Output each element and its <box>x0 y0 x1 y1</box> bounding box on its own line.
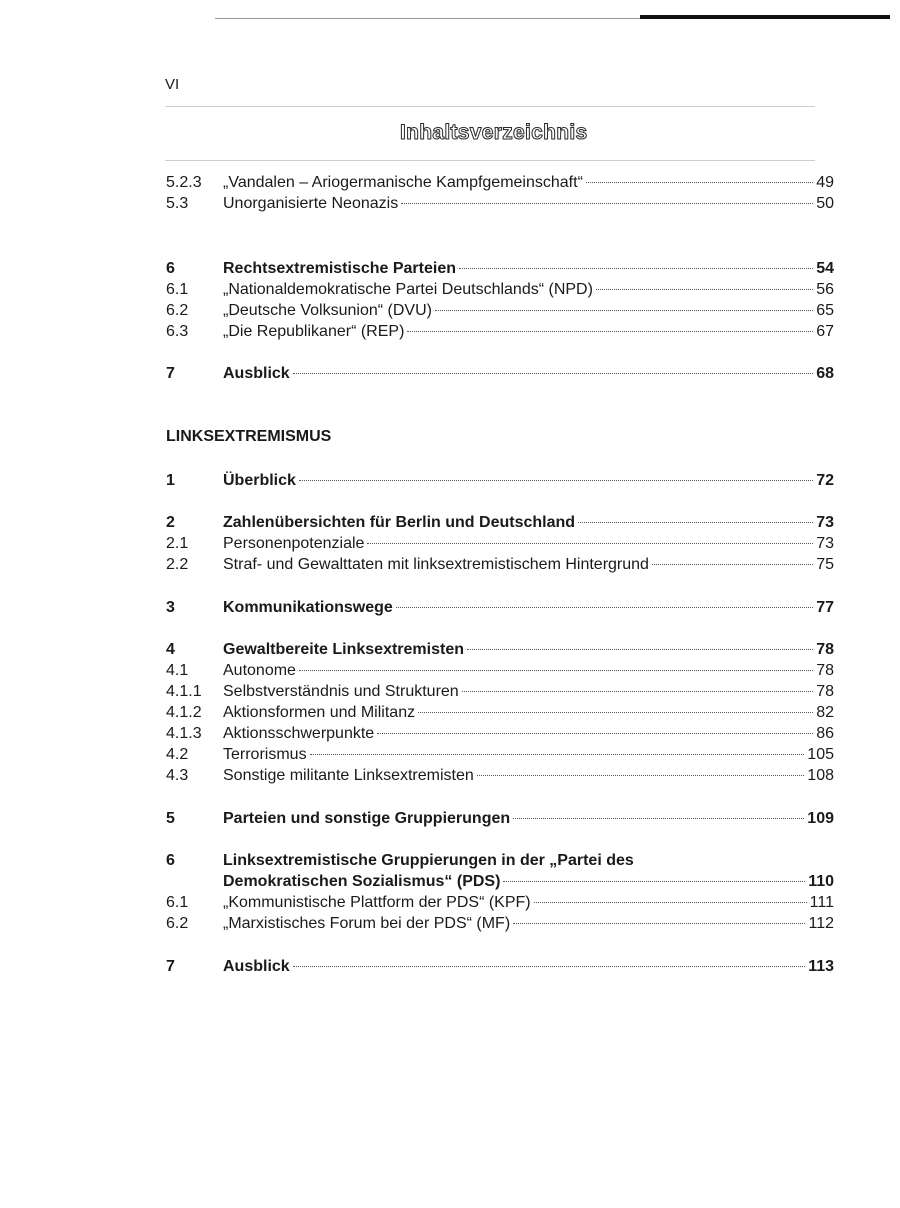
toc-page: 73 <box>816 535 834 552</box>
toc-number: 4 <box>166 641 175 658</box>
toc-text: Parteien und sonstige Gruppierungen <box>223 810 511 827</box>
toc-leader <box>377 733 813 734</box>
toc-entry <box>166 660 834 681</box>
toc-number: 5.2.3 <box>166 174 202 191</box>
toc-entry <box>166 597 834 618</box>
toc-text: Sonstige militante Linksextremisten <box>223 767 474 784</box>
toc-number: 4.1 <box>166 662 189 679</box>
toc-number: 6.2 <box>166 915 189 932</box>
toc-leader <box>586 182 813 183</box>
toc-page: 77 <box>816 599 834 616</box>
toc-page: 75 <box>816 556 834 573</box>
toc-page: 109 <box>807 810 834 827</box>
toc-text: Demokratischen Sozialismus“ (PDS) <box>223 873 501 890</box>
toc-number: 7 <box>166 365 175 382</box>
toc-page: 56 <box>816 281 834 298</box>
toc-leader <box>396 607 813 608</box>
toc-leader <box>367 543 813 544</box>
toc-text: Zahlenübersichten für Berlin und Deutschland <box>223 514 576 531</box>
toc-text: „Marxistisches Forum bei der PDS“ (MF) <box>223 915 511 932</box>
page-number: VI <box>165 76 180 93</box>
toc-entry <box>166 681 834 702</box>
toc-page: 78 <box>816 641 834 658</box>
toc-entry <box>166 300 834 321</box>
toc-text: Aktionsschwerpunkte <box>223 725 375 742</box>
toc-entry <box>166 956 834 977</box>
toc-text: Ausblick <box>223 958 290 975</box>
toc-leader <box>293 373 814 374</box>
toc-page: 78 <box>816 662 834 679</box>
toc-page: 82 <box>816 704 834 721</box>
toc-leader <box>407 331 813 332</box>
toc-leader <box>652 564 813 565</box>
toc-page: 108 <box>807 767 834 784</box>
toc-page: 73 <box>816 514 834 531</box>
toc-page: 78 <box>816 683 834 700</box>
toc-number: 3 <box>166 599 175 616</box>
toc-text: „Die Republikaner“ (REP) <box>223 323 405 340</box>
toc-leader <box>418 712 813 713</box>
toc-entry <box>166 765 834 786</box>
toc-number: 2 <box>166 514 175 531</box>
toc-leader <box>513 923 805 924</box>
toc-text: Straf- und Gewalttaten mit linksextremistischem Hintergrund <box>223 556 649 573</box>
section-title: LINKSEXTREMISMUS <box>166 428 332 445</box>
toc-page: 72 <box>816 472 834 489</box>
toc-page: 112 <box>808 915 834 932</box>
toc-entry <box>166 470 834 491</box>
toc-leader <box>401 203 813 204</box>
top-rule-bold <box>640 15 890 19</box>
toc-number: 4.3 <box>166 767 189 784</box>
toc-text: Terrorismus <box>223 746 307 763</box>
toc-entry <box>166 913 834 934</box>
toc-number: 6.1 <box>166 281 189 298</box>
toc-leader <box>299 670 813 671</box>
top-rule <box>215 18 645 19</box>
heading-divider <box>165 160 815 161</box>
toc-number: 2.2 <box>166 556 189 573</box>
toc-entry <box>166 193 834 214</box>
toc-number: 6 <box>166 852 175 869</box>
toc-text: Selbstverständnis und Strukturen <box>223 683 459 700</box>
toc-leader <box>310 754 805 755</box>
toc-leader <box>513 818 804 819</box>
toc-leader <box>459 268 813 269</box>
toc-number: 6.1 <box>166 894 189 911</box>
toc-leader <box>435 310 813 311</box>
toc-text: Aktionsformen und Militanz <box>223 704 416 721</box>
toc-number: 7 <box>166 958 175 975</box>
toc-text: „Kommunistische Plattform der PDS“ (KPF) <box>223 894 531 911</box>
toc-page: 86 <box>816 725 834 742</box>
toc-entry <box>166 279 834 300</box>
toc-entry <box>166 892 834 913</box>
toc-number: 5.3 <box>166 195 189 212</box>
toc-number: 2.1 <box>166 535 189 552</box>
toc-number: 5 <box>166 810 175 827</box>
toc-page: 105 <box>807 746 834 763</box>
toc-entry <box>166 639 834 660</box>
toc-text: „Deutsche Volksunion“ (DVU) <box>223 302 432 319</box>
toc-number: 4.2 <box>166 746 189 763</box>
toc-entry <box>166 363 834 384</box>
toc-entry <box>166 723 834 744</box>
toc-page: 111 <box>809 894 834 911</box>
toc-entry <box>166 258 834 279</box>
header-divider <box>165 106 815 107</box>
toc-entry <box>166 321 834 342</box>
toc-entry <box>166 172 834 193</box>
toc-page: 49 <box>816 174 834 191</box>
toc-entry <box>166 554 834 575</box>
toc-entry <box>166 702 834 723</box>
toc-text: Rechtsextremistische Parteien <box>223 260 456 277</box>
toc-number: 6 <box>166 260 175 277</box>
toc-number: 4.1.3 <box>166 725 202 742</box>
toc-number: 6.3 <box>166 323 189 340</box>
toc-leader <box>299 480 813 481</box>
toc-leader <box>596 289 813 290</box>
toc-leader <box>477 775 805 776</box>
toc-page: 67 <box>816 323 834 340</box>
toc-number: 4.1.1 <box>166 683 202 700</box>
toc-leader <box>578 522 813 523</box>
toc-leader <box>467 649 813 650</box>
toc-leader <box>503 881 805 882</box>
toc-page: 110 <box>808 873 834 890</box>
toc-entry <box>166 533 834 554</box>
toc-entry <box>166 850 834 871</box>
toc-leader <box>293 966 806 967</box>
toc-entry <box>166 744 834 765</box>
toc-page: 54 <box>816 260 834 277</box>
page-title: Inhaltsverzeichnis <box>400 121 588 144</box>
toc-text: Personenpotenziale <box>223 535 365 552</box>
toc-text: Kommunikationswege <box>223 599 393 616</box>
toc-leader <box>534 902 807 903</box>
toc-page: 113 <box>808 958 834 975</box>
toc-number: 6.2 <box>166 302 189 319</box>
toc-text: Autonome <box>223 662 296 679</box>
toc-text: Gewaltbereite Linksextremisten <box>223 641 464 658</box>
toc-page: 68 <box>816 365 834 382</box>
toc-leader <box>462 691 814 692</box>
toc-text: Unorganisierte Neonazis <box>223 195 399 212</box>
toc-entry <box>166 512 834 533</box>
toc-text: „Vandalen – Ariogermanische Kampfgemeinschaft“ <box>223 174 583 191</box>
toc-text: Überblick <box>223 472 296 489</box>
toc-text: Ausblick <box>223 365 290 382</box>
toc-entry <box>166 871 834 892</box>
toc-number: 4.1.2 <box>166 704 202 721</box>
toc-text: „Nationaldemokratische Partei Deutschlands“ (NPD) <box>223 281 593 298</box>
toc-number: 1 <box>166 472 175 489</box>
toc-page: 50 <box>816 195 834 212</box>
toc-text: Linksextremistische Gruppierungen in der „Partei des <box>223 852 634 869</box>
toc-entry <box>166 808 834 829</box>
toc-page: 65 <box>816 302 834 319</box>
